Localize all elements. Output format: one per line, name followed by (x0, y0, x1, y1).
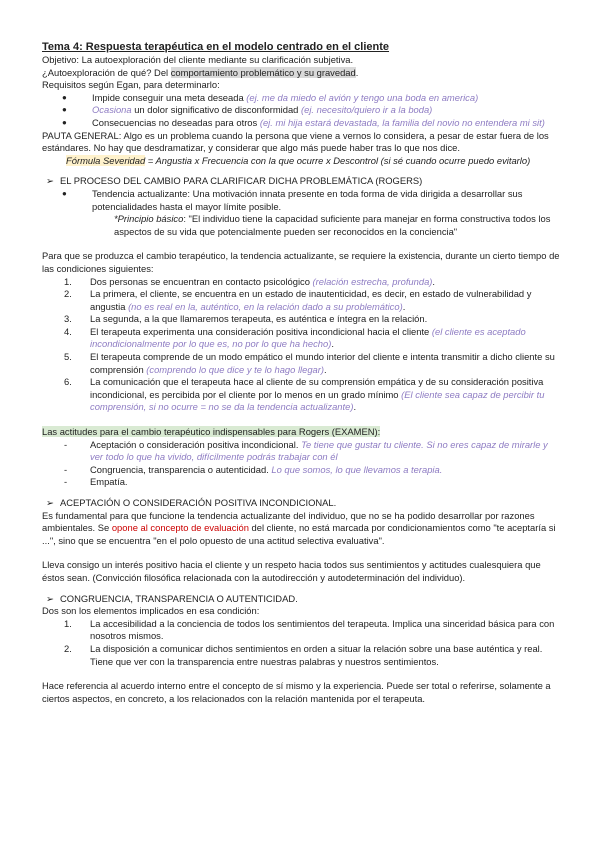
paragraph: Dos son los elementos implicados en esa condición: (42, 605, 260, 617)
autoexploration-question: ¿Autoexploración de qué? Del comportamiento problemático y su gravedad. (42, 66, 359, 78)
list-item: 1. Dos personas se encuentran en contacto psicológico (relación estrecha, profunda). (64, 275, 436, 287)
principio-basico: *Principio básico: "El individuo tiene la capacidad suficiente para manejar en forma constructiva todos los aspectos de su vida que potencialmente pueden ser reconocidos en la conciencia" (114, 213, 551, 237)
section-heading: ➢ CONGRUENCIA, TRANSPARENCIA O AUTENTICIDAD. (46, 592, 298, 604)
list-item: 4. El terapeuta experimenta una consideración positiva incondicional hacia el cliente (el cliente es aceptado incondicionalmente por lo que es, no por lo que ha hecho). (64, 325, 526, 350)
list-item: - Aceptación o consideración positiva incondicional. Te tiene que gustar tu cliente. Si no eres capaz de mirarle y ver todo lo que ha vivido, difícilmente podrás trabajar con él (64, 438, 548, 463)
list-item: ● Impide conseguir una meta deseada (ej. me da miedo el avión y tengo una boda en america) (62, 91, 479, 103)
section-heading: ➢ ACEPTACIÓN O CONSIDERACIÓN POSITIVA INCONDICIONAL. (46, 497, 337, 508)
list-item: 3. La segunda, a la que llamaremos terapeuta, es auténtica e íntegra en la relación. (64, 313, 428, 325)
list-item: ● Tendencia actualizante: Una motivación innata presente en toda forma de vida dirigida a desarrollar sus potencialidades hasta el mayor límite posible. (62, 187, 523, 212)
pauta-general: PAUTA GENERAL: Algo es un problema cuando la persona que viene a vernos lo considera, a pesar de estar fuera de los estándares. No hay que desdramatizar, y considerar que algo más puede haber tras lo que nos dice. (42, 129, 549, 154)
paragraph: Hace referencia al acuerdo interno entre el concepto de sí mismo y la experiencia. Puede ser total o referirse, solamente a ciertos aspectos, en concreto, a los relacionados con la relación mantenida por el terapeuta. (42, 680, 551, 704)
highlight-text: comportamiento problemático y su gravedad (170, 66, 356, 78)
list-item: 5. El terapeuta comprende de un modo empático el mundo interior del cliente e intenta transmitir a dicho cliente su comprensión (comprendo lo que dice y te lo hago llegar). (64, 351, 555, 375)
list-item: 1. La accesibilidad a la conciencia de todos los sentimientos del terapeuta. Implica una sinceridad básica para con nosotros mismos. (64, 617, 555, 642)
list-item: ● Ocasiona un dolor significativo de disconformidad (ej. necesito/quiero ir a la boda) (62, 104, 433, 116)
formula-severidad: Fórmula Severidad = Angustia x Frecuencia con la que ocurre x Descontrol (si sé cuando ocurre puedo evitarlo) (66, 154, 531, 166)
paragraph: Es fundamental para que funcione la tendencia actualizante del individuo, que no se ha podido desarrollar por razones ambientales. Se opone al concepto de evaluación del cliente, no está marcada por condicionamientos como "te aceptaría si ...", sino que se encuentra "en el polo opuesto de una actitud selectiva evaluativa". (42, 509, 556, 546)
section-heading: ➢ EL PROCESO DEL CAMBIO PARA CLARIFICAR DICHA PROBLEMÁTICA (ROGERS) (46, 175, 423, 187)
list-item: 2. La primera, el cliente, se encuentra en un estado de inautenticidad, es decir, en estado de vulnerabilidad y angustia (no es real en la, auténtico, en la relación dado a su problemático). (64, 288, 532, 312)
list-item: ● Consecuencias no deseadas para otros (ej. mi hija estará devastada, la familia del novio no entendera mi sit) (62, 116, 545, 128)
list-item: - Empatía. (64, 476, 128, 488)
para-cambio: Para que se produzca el cambio terapéutico, la tendencia actualizante, se requiere la existencia, durante un cierto tiempo de las condiciones siguientes: (42, 250, 560, 274)
requisitos-heading: Requisitos según Egan, para determinarlo: (42, 79, 220, 91)
document-page (42, 40, 562, 705)
list-item: - Congruencia, transparencia o autenticidad. Lo que somos, lo que llevamos a terapia. (64, 463, 443, 475)
list-item: 2. La disposición a comunicar dichos sentimientos en orden a situar la relación sobre una base auténtica y real. Tiene que ver con la transparencia entre nuestras palabras y nuestros sentimientos. (64, 642, 543, 667)
list-item: 6. La comunicación que el terapeuta hace al cliente de su comprensión empática y de su consideración positiva incondicional, es percibida por el cliente por lo menos en un grado mínimo (El cliente sea capaz de percibir tu comprensión, si no ocurre = no se da la tendencia actualizante). (64, 376, 545, 413)
page-title: Tema 4: Respuesta terapéutica en el modelo centrado en el cliente (42, 41, 390, 53)
actitudes-heading: Las actitudes para el cambio terapéutico indispensables para Rogers (EXAMEN): (42, 426, 381, 438)
paragraph: Lleva consigo un interés positivo hacia el cliente y un respeto hacia todos sus sentimientos y actitudes cualesquiera que éstos sean. (Convicción filosófica relacionada con la autodirección y autodeterminación del individuo). (42, 559, 541, 583)
objective: Objetivo: La autoexploración del cliente mediante su clarificación subjetiva. (42, 54, 354, 65)
